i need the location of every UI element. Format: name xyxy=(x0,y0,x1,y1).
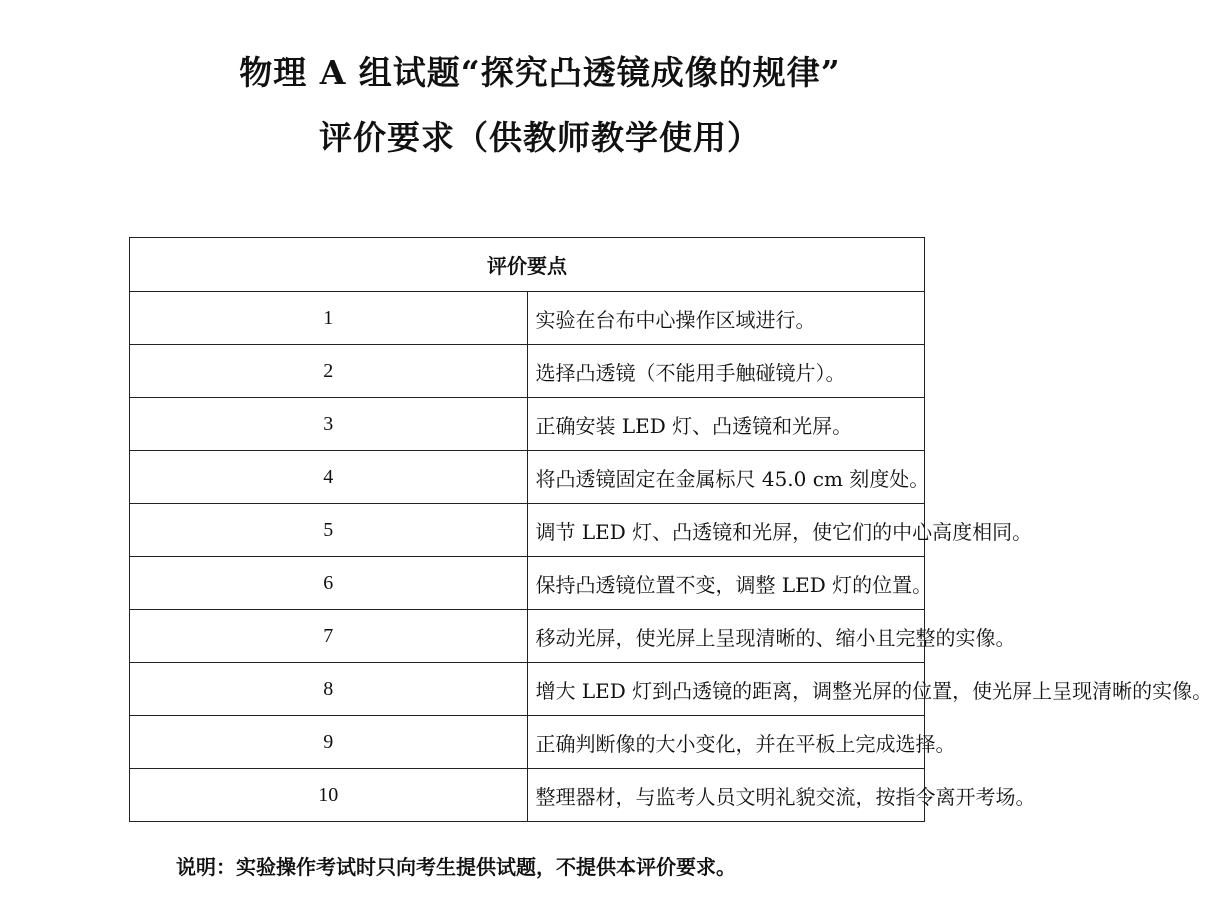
table-header-row xyxy=(130,238,925,292)
table-row xyxy=(130,345,925,398)
row-number: 1 xyxy=(130,292,528,345)
table-row xyxy=(130,557,925,610)
document-subtitle: 评价要求（供教师教学使用） xyxy=(319,118,761,157)
row-number: 8 xyxy=(130,663,528,716)
row-text: 移动光屏，使光屏上呈现清晰的、缩小且完整的实像。 xyxy=(527,610,925,663)
table-row xyxy=(130,769,925,822)
row-text: 选择凸透镜（不能用手触碰镜片）。 xyxy=(527,345,925,398)
footnote: 说明：实验操作考试时只向考生提供试题，不提供本评价要求。 xyxy=(176,855,736,879)
row-text: 实验在台布中心操作区域进行。 xyxy=(527,292,925,345)
row-text: 整理器材，与监考人员文明礼貌交流，按指令离开考场。 xyxy=(527,769,925,822)
row-number: 4 xyxy=(130,451,528,504)
row-text: 正确判断像的大小变化，并在平板上完成选择。 xyxy=(527,716,925,769)
evaluation-table xyxy=(129,237,1212,822)
document-title: 物理 A 组试题“探究凸透镜成像的规律” xyxy=(239,53,841,92)
table-header: 评价要点 xyxy=(130,238,925,292)
row-number: 6 xyxy=(130,557,528,610)
row-number: 7 xyxy=(130,610,528,663)
row-number: 2 xyxy=(130,345,528,398)
table-row xyxy=(130,451,925,504)
table-row xyxy=(130,292,925,345)
row-number: 9 xyxy=(130,716,528,769)
table-row xyxy=(130,610,925,663)
table-row xyxy=(130,716,925,769)
table-row xyxy=(130,663,925,716)
row-text: 保持凸透镜位置不变，调整 LED 灯的位置。 xyxy=(527,557,925,610)
row-text: 调节 LED 灯、凸透镜和光屏，使它们的中心高度相同。 xyxy=(527,504,925,557)
table-row xyxy=(130,504,925,557)
row-number: 3 xyxy=(130,398,528,451)
row-number: 5 xyxy=(130,504,528,557)
row-number: 10 xyxy=(130,769,528,822)
row-text: 将凸透镜固定在金属标尺 45.0 cm 刻度处。 xyxy=(527,451,925,504)
table-row xyxy=(130,398,925,451)
row-text: 增大 LED 灯到凸透镜的距离，调整光屏的位置，使光屏上呈现清晰的实像。 xyxy=(527,663,925,716)
row-text: 正确安装 LED 灯、凸透镜和光屏。 xyxy=(527,398,925,451)
